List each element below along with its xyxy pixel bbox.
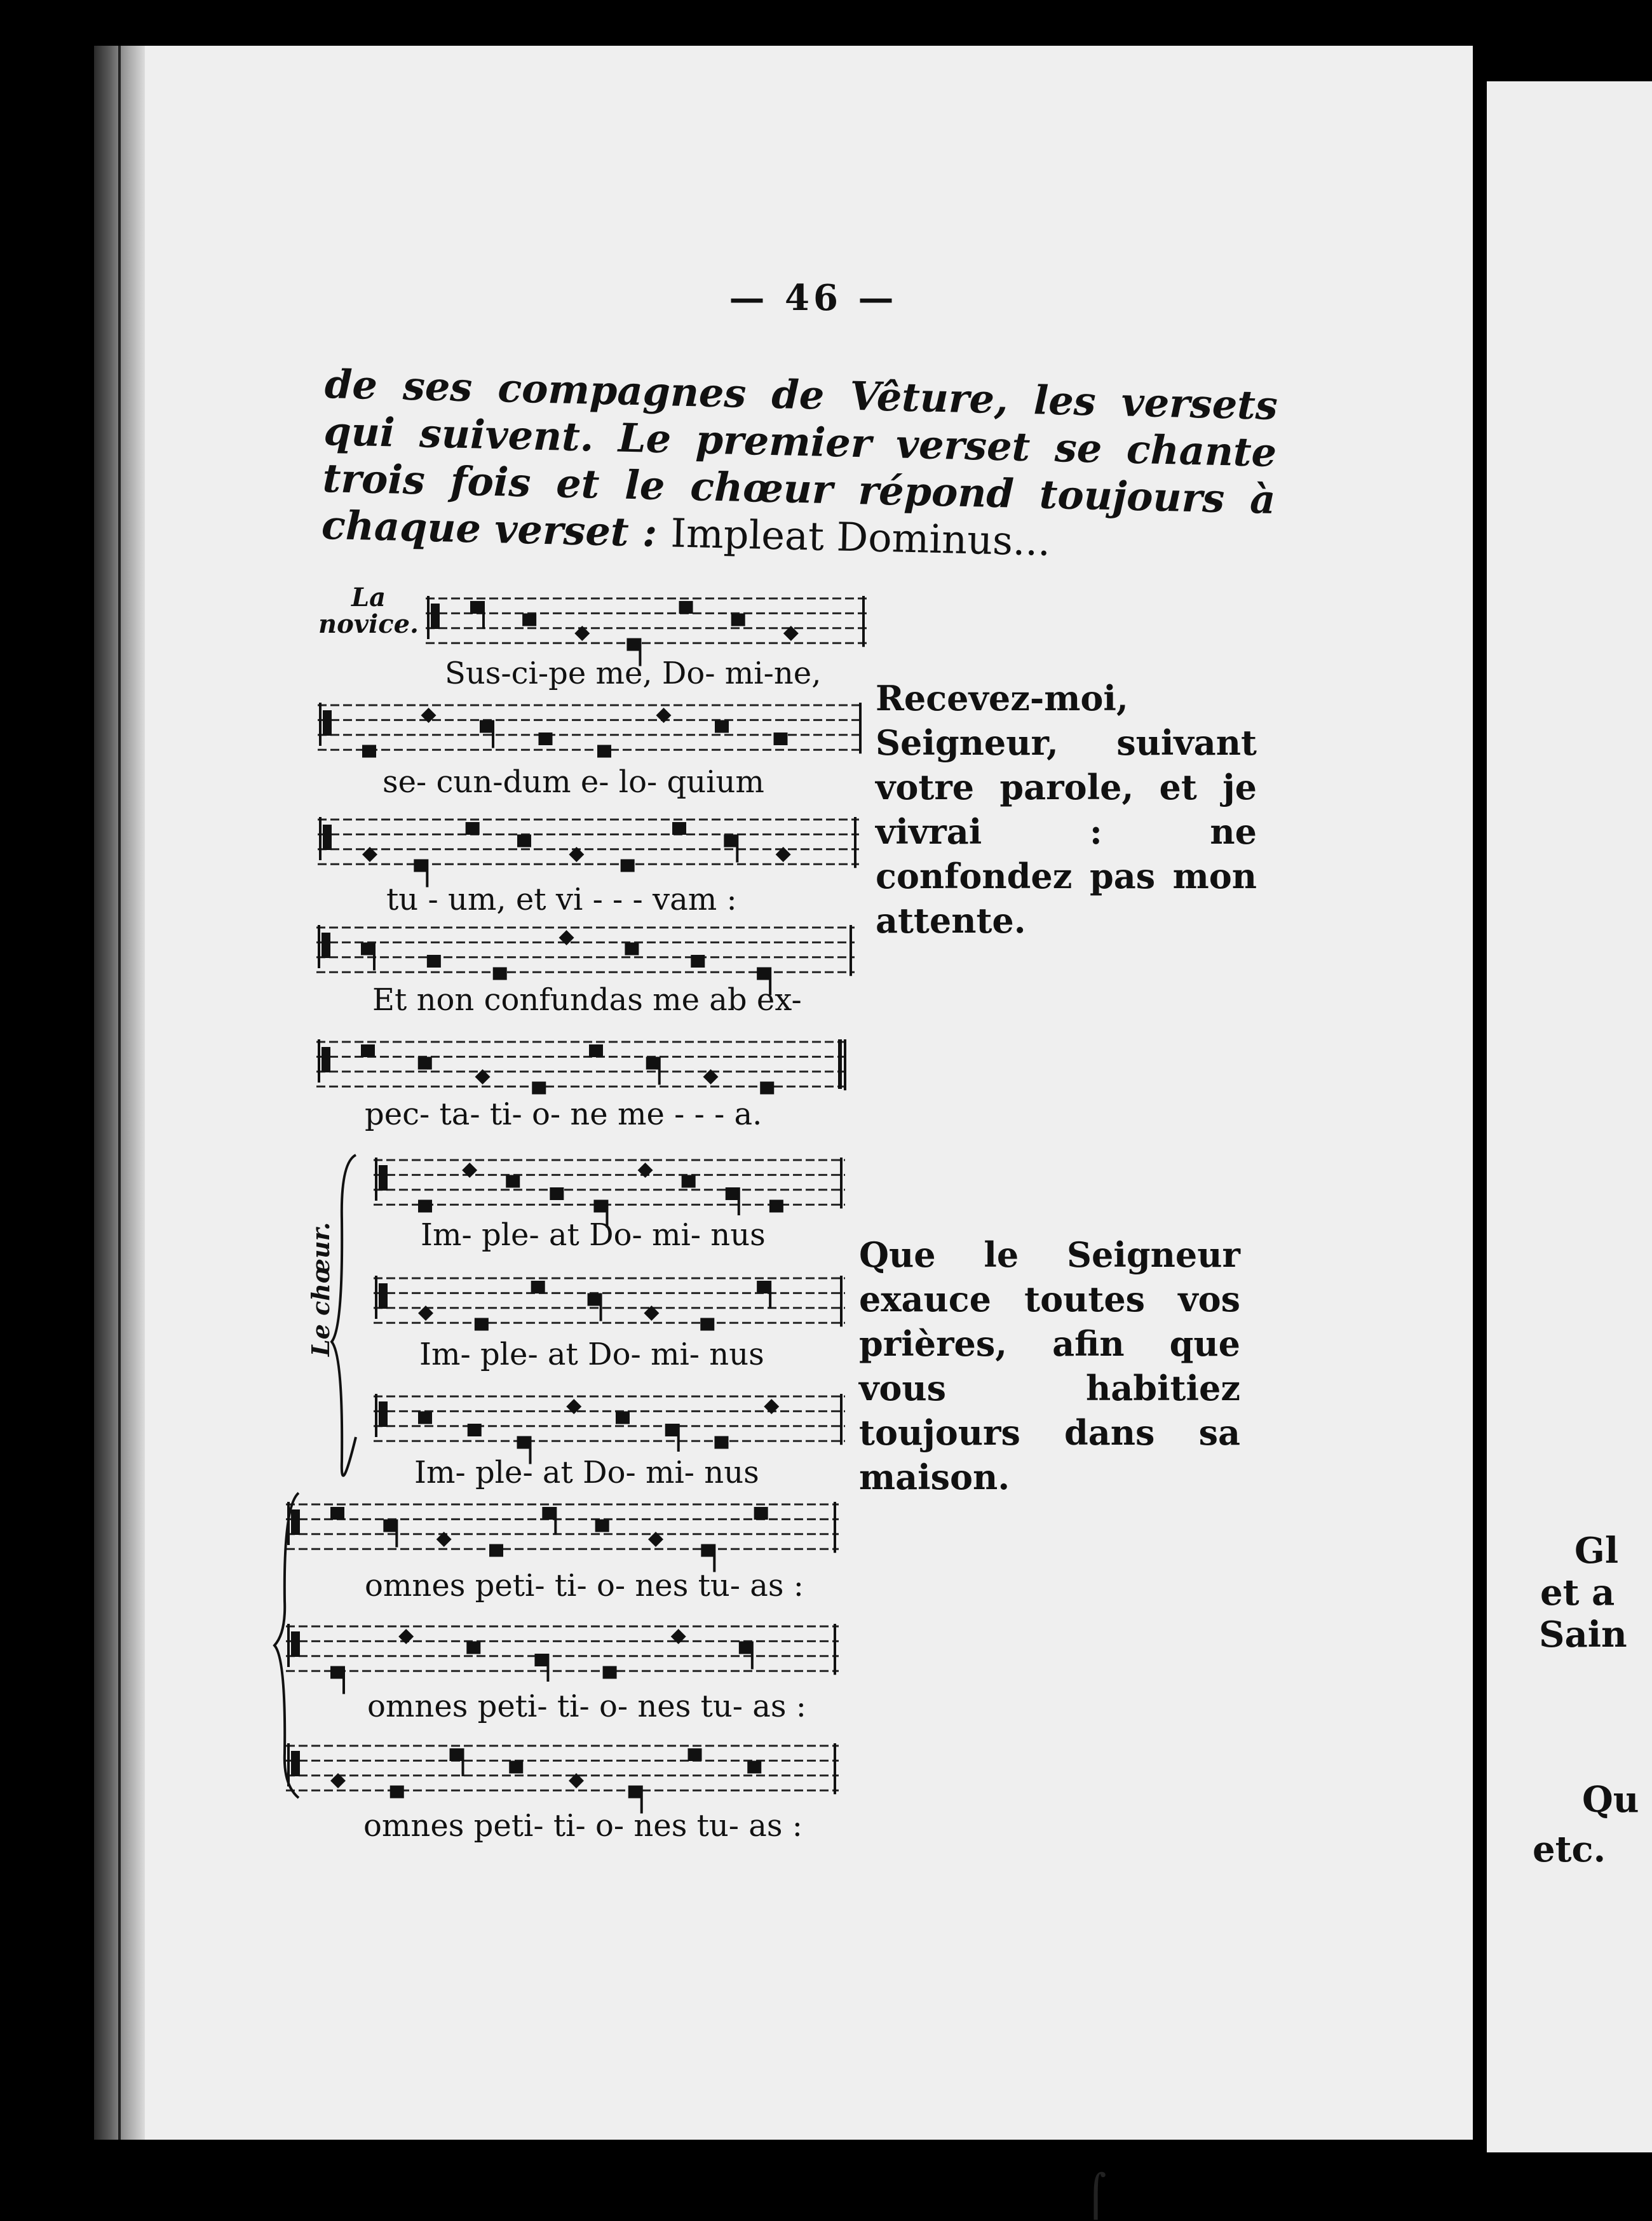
square-note — [330, 1507, 344, 1520]
square-note — [531, 1281, 545, 1293]
square-note — [726, 1187, 740, 1200]
clef-mark — [379, 1283, 388, 1309]
square-note — [757, 968, 771, 980]
facing-page-text-4: Qu — [1582, 1779, 1639, 1821]
square-note — [418, 1200, 432, 1213]
square-note — [493, 968, 507, 980]
square-note — [682, 1175, 696, 1188]
square-note — [475, 1318, 489, 1331]
square-note — [532, 1082, 546, 1095]
square-note — [603, 1666, 617, 1679]
square-note — [715, 720, 729, 733]
rhombus-note — [569, 847, 584, 862]
square-note — [418, 1412, 432, 1424]
clef-mark — [379, 1165, 388, 1191]
square-note — [739, 1642, 753, 1654]
square-note — [628, 1786, 642, 1799]
square-note — [466, 1642, 480, 1654]
facing-page-text-5: etc. — [1533, 1828, 1606, 1870]
square-note — [672, 822, 686, 835]
lyric-line-7: Im- ple- at Do- mi- nus — [419, 1337, 764, 1372]
square-note — [747, 1761, 761, 1774]
square-note — [588, 1293, 602, 1306]
square-note — [361, 943, 375, 955]
clef-mark — [431, 604, 440, 629]
square-note — [589, 1044, 603, 1057]
square-note — [517, 1436, 531, 1449]
lyric-line-2: se- cun-dum e- lo- quium — [383, 764, 764, 800]
lyric-line-1: Sus-ci-pe me, Do- mi-ne, — [445, 656, 822, 691]
lyric-line-5: pec- ta- ti- o- ne me - - - a. — [365, 1097, 762, 1132]
square-note — [539, 732, 553, 745]
lyric-line-4: Et non confundas me ab ex- — [372, 982, 802, 1018]
square-note — [517, 835, 531, 847]
translation-second: Que le Seigneur exauce toutes vos prières, afin que vous habitiez toujours dans sa maison. — [859, 1234, 1240, 1497]
square-note — [595, 1520, 609, 1532]
square-note — [701, 1544, 715, 1557]
lyric-line-9: omnes peti- ti- o- nes tu- as : — [365, 1568, 804, 1603]
square-note — [470, 601, 484, 614]
square-note — [593, 1200, 607, 1213]
square-note — [480, 720, 494, 733]
square-note — [731, 614, 745, 626]
square-note — [542, 1507, 556, 1520]
square-note — [597, 745, 611, 758]
square-note — [414, 860, 428, 872]
square-note — [754, 1507, 768, 1520]
square-note — [724, 835, 738, 847]
square-note — [506, 1175, 520, 1188]
square-note — [550, 1187, 564, 1200]
square-note — [625, 943, 639, 955]
rhombus-note — [764, 1399, 779, 1414]
facing-page-text-2: et a — [1540, 1572, 1615, 1614]
square-note — [361, 1044, 375, 1057]
square-note — [760, 1082, 774, 1095]
clef-mark — [291, 1631, 300, 1657]
rubric-italic-text: de ses compagnes de Vêture, les versets qui suivent. Le premier verset se chante trois fois et le chœur répond toujours à chaque verset : — [321, 361, 1278, 556]
lyric-line-6: Im- ple- at Do- mi- nus — [421, 1217, 766, 1253]
square-note — [700, 1318, 714, 1331]
square-note — [489, 1544, 503, 1557]
chorus-label: Le chœur. — [306, 1222, 335, 1356]
facing-page-text-3: Sain — [1539, 1614, 1627, 1656]
square-note — [466, 822, 480, 835]
square-note — [362, 745, 376, 758]
chorus-brace — [332, 1155, 356, 1476]
square-note — [665, 1424, 679, 1436]
clef-mark — [323, 825, 332, 850]
square-note — [522, 614, 536, 626]
square-note — [626, 638, 640, 651]
clef-mark — [379, 1401, 388, 1427]
clef-mark — [322, 933, 330, 958]
square-note — [715, 1436, 729, 1449]
square-note — [534, 1654, 548, 1666]
square-note — [509, 1761, 523, 1774]
page-number: — 46 — — [729, 277, 898, 319]
square-note — [679, 601, 693, 614]
square-note — [383, 1520, 397, 1532]
square-note — [621, 860, 635, 872]
square-note — [769, 1200, 783, 1213]
square-note — [646, 1057, 660, 1070]
square-note — [757, 1281, 771, 1293]
facing-page-text-1: Gl — [1574, 1530, 1619, 1572]
lyric-line-3: tu - um, et vi - - - vam : — [386, 882, 737, 917]
clef-mark — [291, 1751, 300, 1776]
rhombus-note — [638, 1163, 653, 1178]
square-note — [616, 1412, 630, 1424]
square-note — [774, 732, 788, 745]
lyric-line-10: omnes peti- ti- o- nes tu- as : — [367, 1689, 806, 1724]
lyric-line-11: omnes peti- ti- o- nes tu- as : — [363, 1808, 802, 1844]
square-note — [688, 1748, 702, 1761]
square-note — [468, 1424, 482, 1436]
lyric-line-8: Im- ple- at Do- mi- nus — [414, 1455, 759, 1490]
square-note — [691, 955, 705, 968]
clef-mark — [291, 1509, 300, 1535]
translation-first: Recevez-moi, Seigneur, suivant votre parole, et je vivrai : ne confondez pas mon attente. — [876, 678, 1257, 941]
square-note — [418, 1057, 432, 1070]
square-note — [450, 1748, 464, 1761]
clef-mark — [322, 1047, 330, 1072]
square-note — [390, 1786, 404, 1799]
novice-label: La novice. — [318, 583, 419, 639]
square-note — [330, 1666, 344, 1679]
clef-mark — [323, 710, 332, 736]
bottom-mark: ⌠ — [1085, 2173, 1107, 2220]
rhombus-note — [574, 626, 590, 641]
rubric-incipit: Impleat Dominus... — [670, 510, 1051, 565]
square-note — [427, 955, 441, 968]
